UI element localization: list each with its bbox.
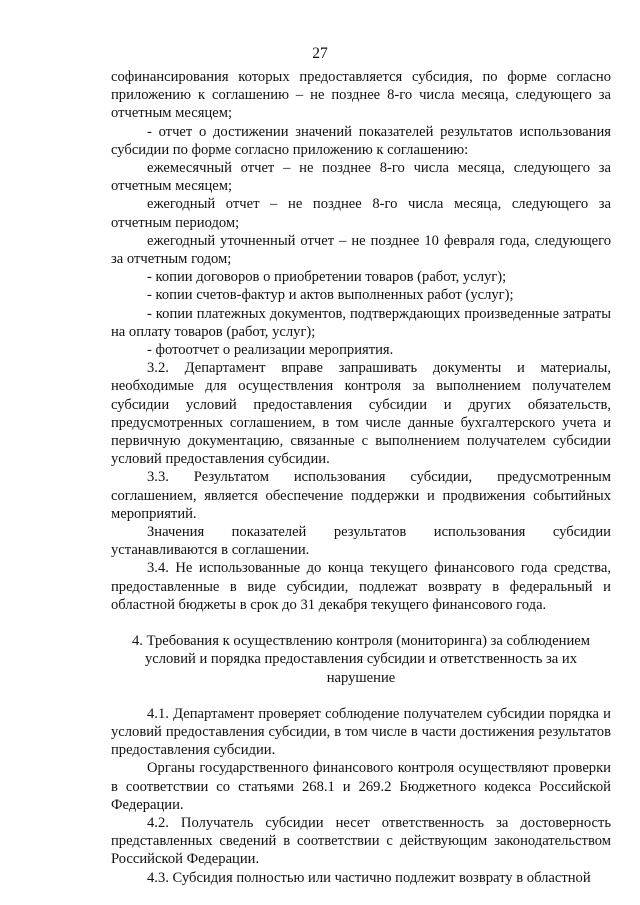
paragraph: 4.3. Субсидия полностью или частично подлежит возврату в областной — [147, 869, 591, 886]
paragraph: 3.2. Департамент вправе запрашивать документы и материалы, необходимые для осуществления контроля за выполнением получателем субсидии условий предоставления субсидии и других обязательств, предусмотренных соглашением, в том числе данные бухгалтерского учета и первичную документацию, связанные с выполнением получателем субсидии условий предоставления субсидии. — [111, 360, 611, 468]
paragraph: Органы государственного финансового контроля осуществляют проверки в соответствии со статьями 268.1 и 269.2 Бюджетного кодекса Российской Федерации. — [111, 760, 611, 813]
spacer — [111, 687, 611, 705]
paragraph: софинансирования которых предоставляется субсидия, по форме согласно приложению к соглашению – не позднее 8-го числа месяца, следующего за отчетным месяцем; — [111, 69, 611, 122]
paragraphs-top — [111, 68, 611, 614]
paragraph: 4.1. Департамент проверяет соблюдение получателем субсидии порядка и условий предоставления субсидии, в том числе в части достижения результатов предоставления субсидии. — [111, 705, 611, 759]
paragraph: ежегодный отчет – не позднее 8-го числа месяца, следующего за отчетным периодом; — [111, 196, 611, 231]
paragraph: - копии договоров о приобретении товаров (работ, услуг); — [147, 269, 507, 286]
document-body — [111, 68, 611, 887]
paragraph: 4.2. Получатель субсидии несет ответственность за достоверность представленных сведений в соответствии с действующим законодательством Российской Федерации. — [111, 814, 611, 868]
paragraph: 3.3. Результатом использования субсидии, предусмотренным соглашением, является обеспечение поддержки и продвижения событийных мероприятий. — [111, 469, 611, 522]
page-number: 27 — [312, 45, 328, 62]
heading-line: нарушение — [326, 669, 396, 686]
paragraph: - фотоотчет о реализации мероприятия. — [147, 342, 394, 359]
paragraph: Значения показателей результатов использования субсидии устанавливаются в соглашении. — [111, 524, 611, 559]
heading-line: 4. Требования к осуществлению контроля (мониторинга) за соблюдением — [132, 633, 590, 650]
heading-line: условий и порядка предоставления субсидии и ответственность за их — [144, 651, 578, 668]
section-heading — [111, 632, 611, 687]
paragraph: - копии платежных документов, подтверждающих произведенные затраты на оплату товаров (работ, услуг); — [111, 305, 611, 340]
paragraph: ежемесячный отчет – не позднее 8-го числа месяца, следующего за отчетным месяцем; — [111, 160, 611, 195]
spacer — [111, 614, 611, 632]
paragraphs-bottom — [111, 705, 611, 887]
paragraph: ежегодный уточненный отчет – не позднее 10 февраля года, следующего за отчетным годом; — [111, 232, 611, 268]
paragraph: 3.4. Не использованные до конца текущего финансового года средства, предоставленные в виде субсидии, подлежат возврату в федеральный и областной бюджеты в срок до 31 декабря текущего финансового года. — [111, 560, 611, 613]
paragraph: - отчет о достижении значений показателей результатов использования субсидии по форме согласно приложению к соглашению: — [111, 123, 611, 158]
paragraph: - копии счетов-фактур и актов выполненных работ (услуг); — [147, 287, 514, 304]
